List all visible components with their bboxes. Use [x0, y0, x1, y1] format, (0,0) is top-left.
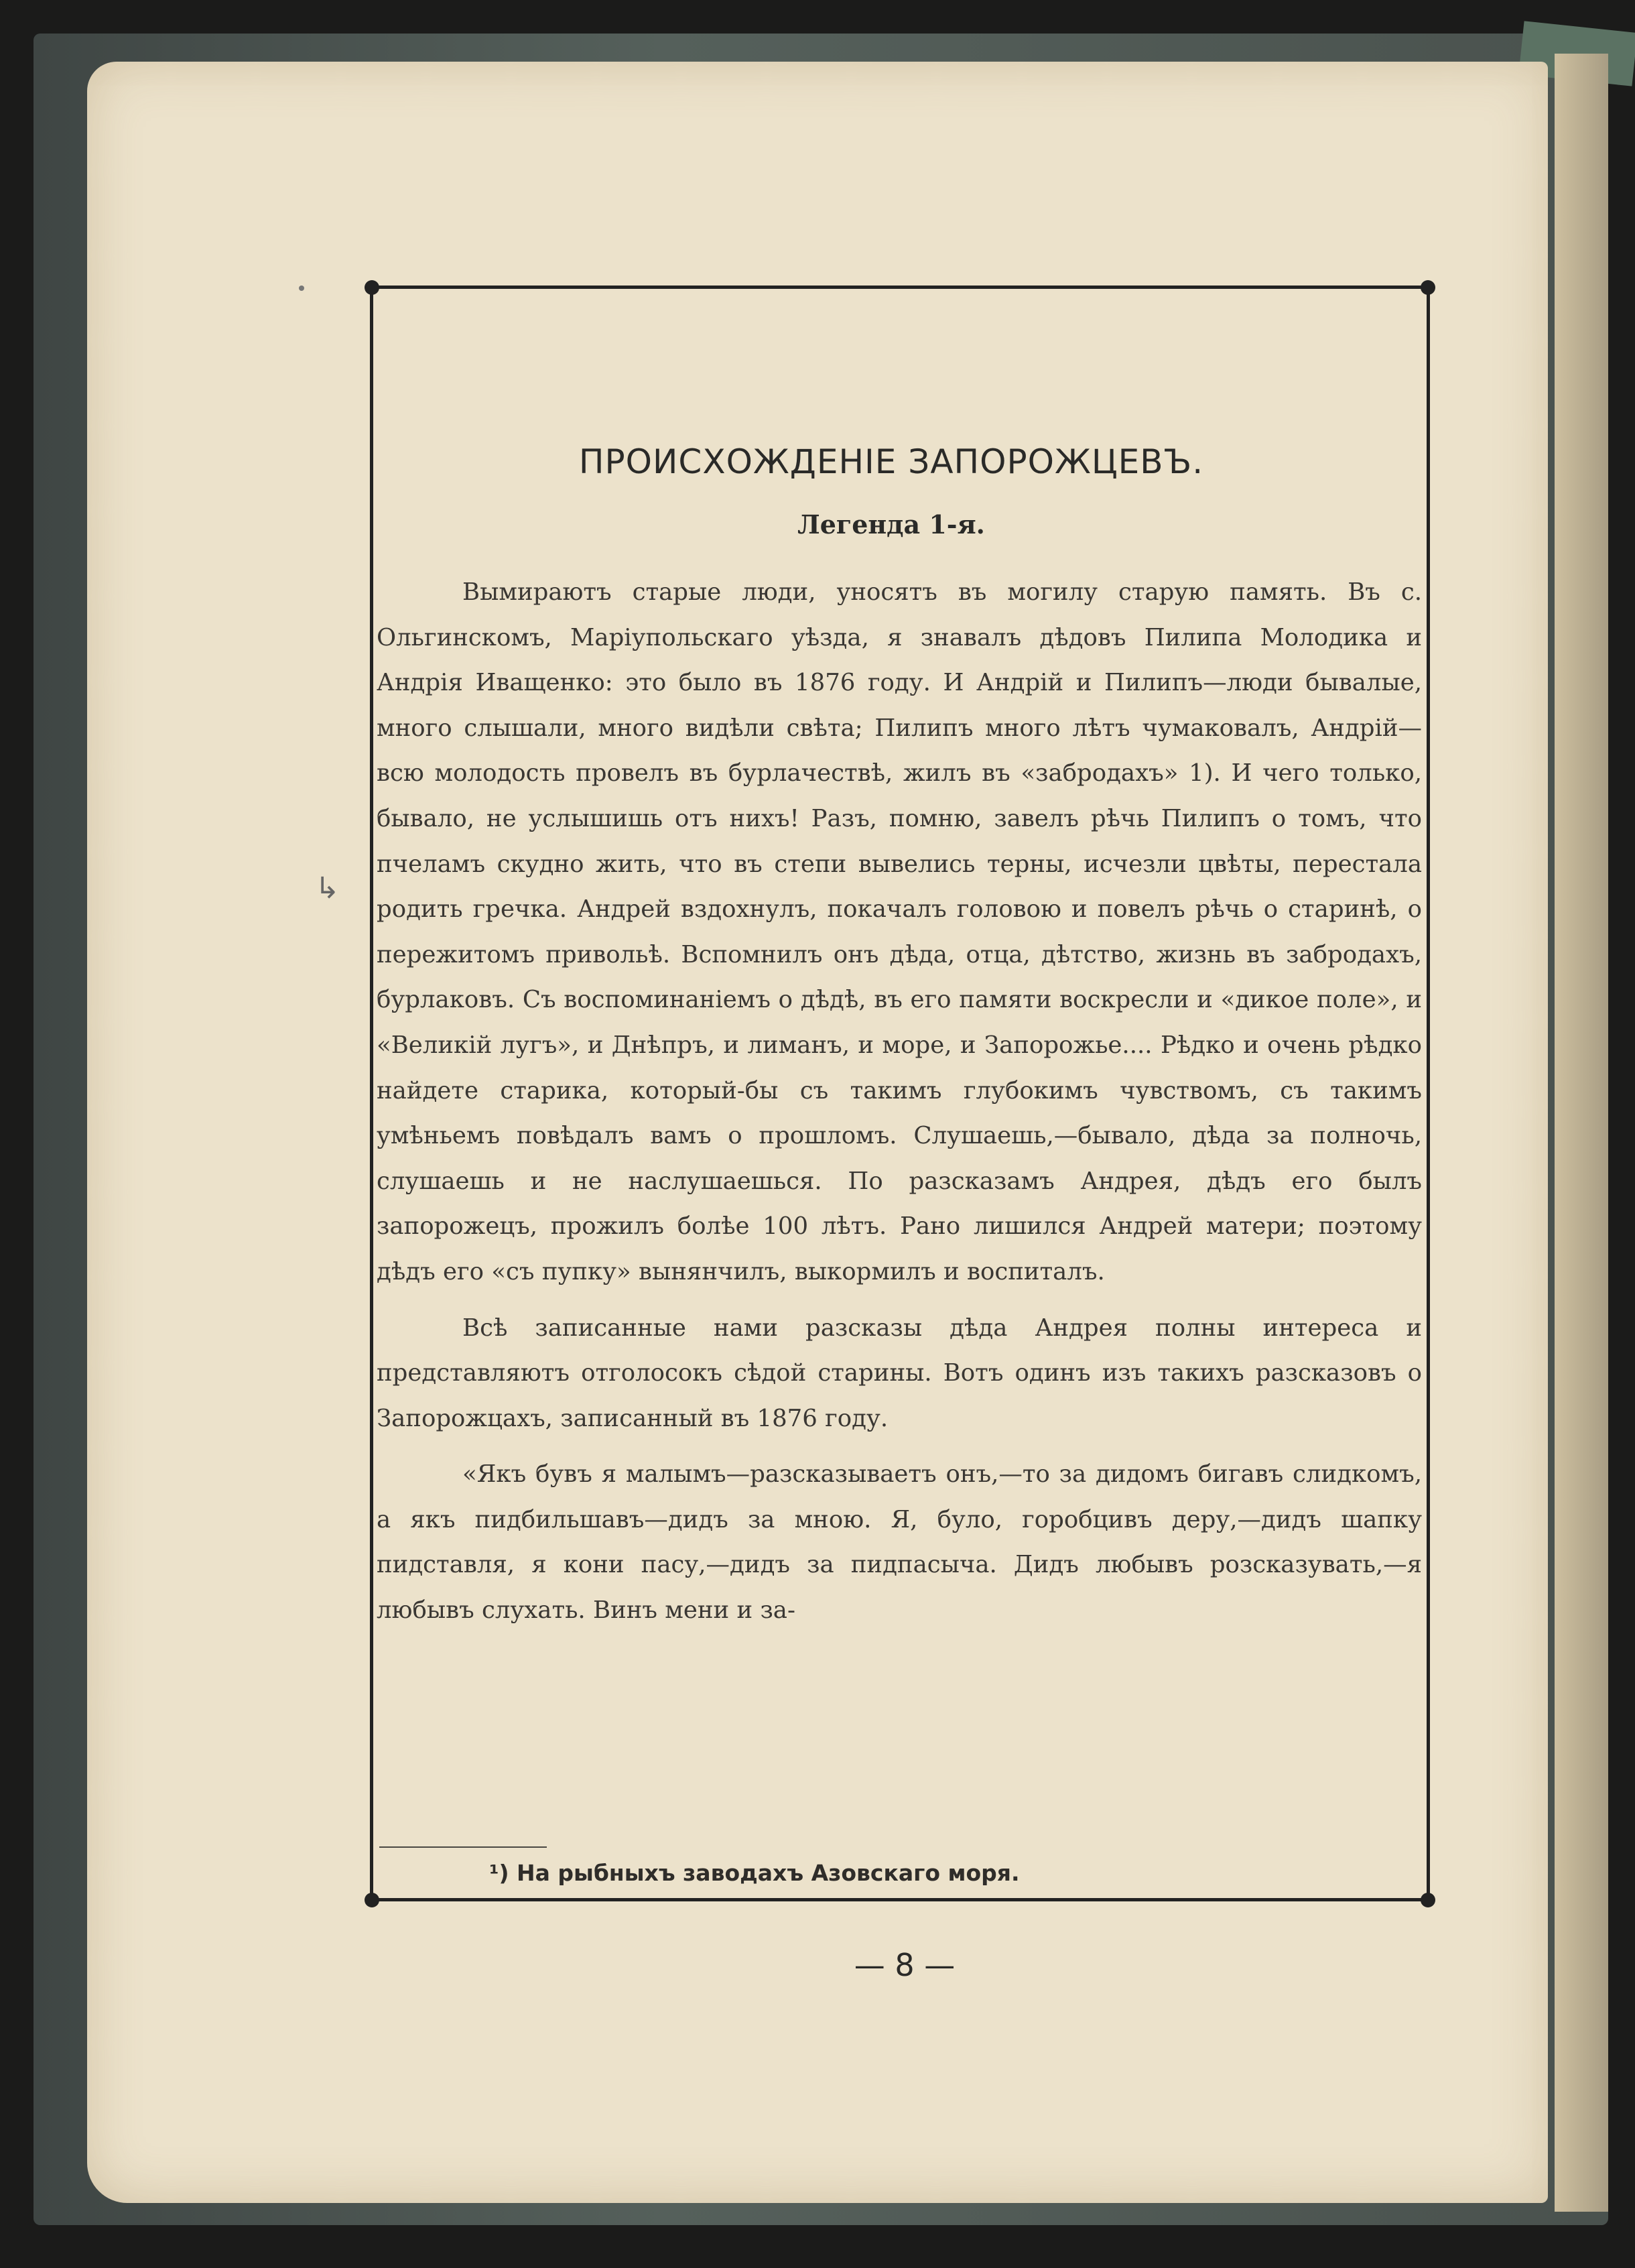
frame-corner-dot-top-right [1421, 280, 1435, 295]
ink-speck [299, 286, 304, 291]
frame-bottom-line [370, 1898, 1430, 1901]
frame-corner-dot-bottom-right [1421, 1893, 1435, 1907]
frame-corner-dot-bottom-left [365, 1893, 379, 1907]
frame-left-line [370, 286, 373, 1901]
page-title: ПРОИСХОЖДЕНІЕ ЗАПОРОЖЦЕВЪ. [578, 442, 1204, 481]
pencil-margin-mark: ↳ [315, 871, 340, 905]
paragraph-3: «Якъ бувъ я малымъ—разсказываетъ онъ,—то за дидомъ бигавъ слидкомъ, а якъ пидбильшавъ—дидъ за мною. Я, було, горобцивъ деру,—дидъ шапку пидставля, я кони пасу,—дидъ за пидпасыча. Дидъ любывъ розсказувать,—я любывъ слухать. Винъ мени и за- [377, 1460, 1422, 1625]
frame-top-line [370, 286, 1430, 289]
paragraph-1: Вымираютъ старые люди, уносятъ въ могилу старую память. Въ с. Ольгинскомъ, Маріупольскаго уѣзда, я знавалъ дѣдовъ Пилипа Молодика и Андрія Иващенко: это было въ 1876 году. И Андрій и Пилипъ—люди бывалые, много слышали, много видѣли свѣта; Пилипъ много лѣтъ чумаковалъ, Андрій—всю молодость провелъ въ бурлачествѣ, жилъ въ «забродахъ» 1). И чего только, бывало, не услышишь отъ нихъ! Разъ, помню, завелъ рѣчь Пилипъ о томъ, что пчеламъ скудно жить, что въ степи вывелись терны, исчезли цвѣты, перестала родить гречка. Андрей вздохнулъ, покачалъ головою и повелъ рѣчь о старинѣ, о пережитомъ привольѣ. Вспомнилъ онъ дѣда, отца, дѣтство, жизнь въ забродахъ, бурлаковъ. Съ воспоминаніемъ о дѣдѣ, въ его памяти воскресли и «дикое поле», и «Великій лугъ», и Днѣпръ, и лиманъ, и море, и Запорожье.... Рѣдко и очень рѣдко найдете старика, который-бы съ такимъ глубокимъ чувствомъ, съ такимъ умѣньемъ повѣдалъ вамъ о прошломъ. Слушаешь,—бывало, дѣда за полночь, слушаешь и не наслушаешься. По разсказамъ Андрея, дѣдъ его былъ запорожецъ, прожилъ болѣе 100 лѣтъ. Рано лишился Андрей матери; поэтому дѣдъ его «съ пупку» вынянчилъ, выкормилъ и воспиталъ. [377, 578, 1422, 1285]
frame-corner-dot-top-left [365, 280, 379, 295]
next-page-edge [1555, 54, 1608, 2212]
legend-subtitle: Легенда 1-я. [797, 509, 985, 540]
frame-right-line [1427, 286, 1430, 1901]
footnote: ¹) На рыбныхъ заводахъ Азовскаго моря. [489, 1860, 1020, 1886]
page-number: — 8 — [854, 1947, 956, 1983]
footnote-divider [379, 1846, 547, 1848]
paragraph-2: Всѣ записанные нами разсказы дѣда Андрея полны интереса и представляютъ отголосокъ сѣдой старины. Вотъ одинъ изъ такихъ разсказовъ о Запорожцахъ, записанный въ 1876 году. [377, 1314, 1422, 1432]
main-text [377, 570, 1422, 1633]
